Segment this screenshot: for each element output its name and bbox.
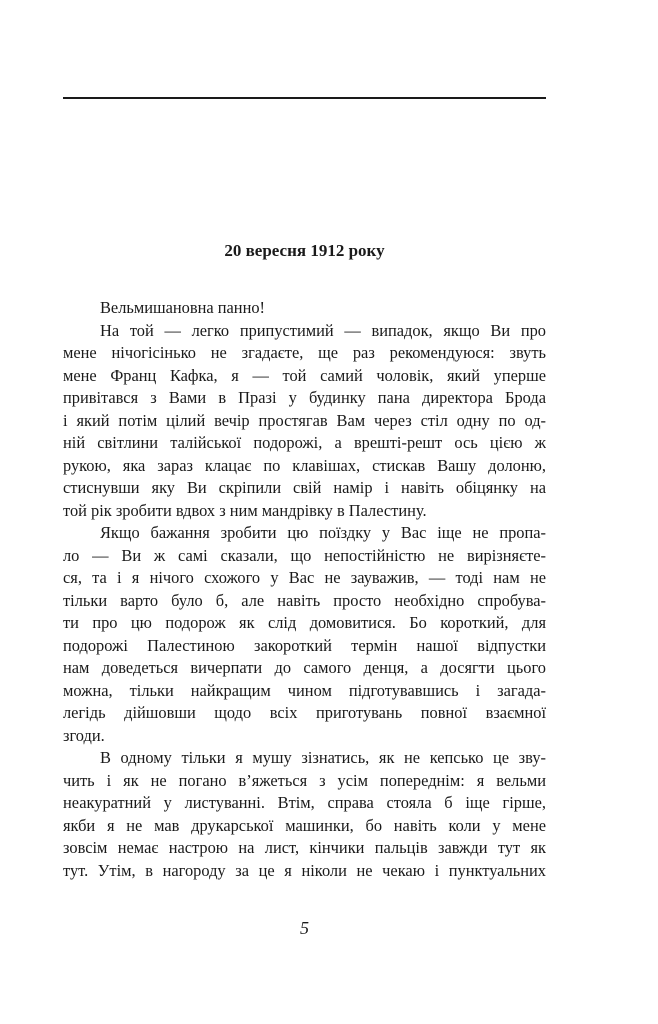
text-line: згоди. xyxy=(63,725,105,745)
text-line: і який потім цілий вечір простягав Вам через стіл одну по од- xyxy=(63,410,546,430)
top-rule xyxy=(63,97,546,99)
salutation: Вельмишановна панно! xyxy=(100,298,265,317)
text-line: неакуратний у листуванні. Втім, справа стояла б іще гірше, xyxy=(63,793,546,812)
text-line: ній світлини талійської подорожі, а врешті-решт ось цією ж xyxy=(63,433,546,452)
text-line: ти про цю подорож як слід домовитися. Бо короткий, для xyxy=(63,613,546,632)
text-line: тільки варто було б, але навіть просто необхідно спробува- xyxy=(63,590,546,610)
text-line: той рік зробити вдвох з ним мандрівку в Палестину. xyxy=(63,500,427,520)
letter-body xyxy=(63,297,546,882)
text-line: рукою, яка зараз клацає по клавішах, стискав Вашу долоню, xyxy=(63,455,546,475)
page-number: 5 xyxy=(300,918,309,938)
text-line: легідь дійшовши щодо всіх приготувань повної взаємної xyxy=(63,703,546,722)
paragraph-3 xyxy=(63,747,546,882)
letter-date-heading: 20 вересня 1912 року xyxy=(224,241,385,260)
text-line: ло — Ви ж самі сказали, що непостійністю не вирізняєте- xyxy=(63,545,546,565)
text-line: ся, та і я нічого схожого у Вас не зауважив, — тоді нам не xyxy=(63,568,546,587)
text-line: мене Франц Кафка, я — той самий чоловік, який уперше xyxy=(63,365,546,385)
text-line: мене нічогісінько не згадаєте, ще раз рекомендуюся: звуть xyxy=(63,343,546,362)
text-line: привітався з Вами в Празі у будинку пана директора Брода xyxy=(63,388,546,407)
text-line: зовсім немає настрою на лист, кінчики пальців завжди тут як xyxy=(63,838,546,857)
text-line: тут. Утім, в нагороду за це я ніколи не чекаю і пунктуальних xyxy=(63,860,546,880)
text-line: В одному тільки я мушу зізнатись, як не кепсько це зву- xyxy=(100,748,546,767)
text-line: можна, тільки найкращим чином підготувавшись і загада- xyxy=(63,680,546,700)
text-line: Якщо бажання зробити цю поїздку у Вас іще не пропа- xyxy=(100,523,546,542)
text-line: стиснувши яку Ви скріпили свій намір і навіть обіцянку на xyxy=(63,478,546,497)
text-line: На той — легко припустимий — випадок, якщо Ви про xyxy=(100,320,546,340)
text-line: нам доведеться вичерпати до самого денця, а досягти цього xyxy=(63,658,546,677)
text-line: подорожі Палестиною закороткий термін нашої відпустки xyxy=(63,635,546,655)
paragraph-2 xyxy=(63,522,546,747)
text-line: чить і як не погано в’яжеться з усім попереднім: я вельми xyxy=(63,770,546,790)
paragraph-1 xyxy=(63,320,546,523)
text-line: якби я не мав друкарської машинки, бо навіть коли у мене xyxy=(63,815,546,835)
